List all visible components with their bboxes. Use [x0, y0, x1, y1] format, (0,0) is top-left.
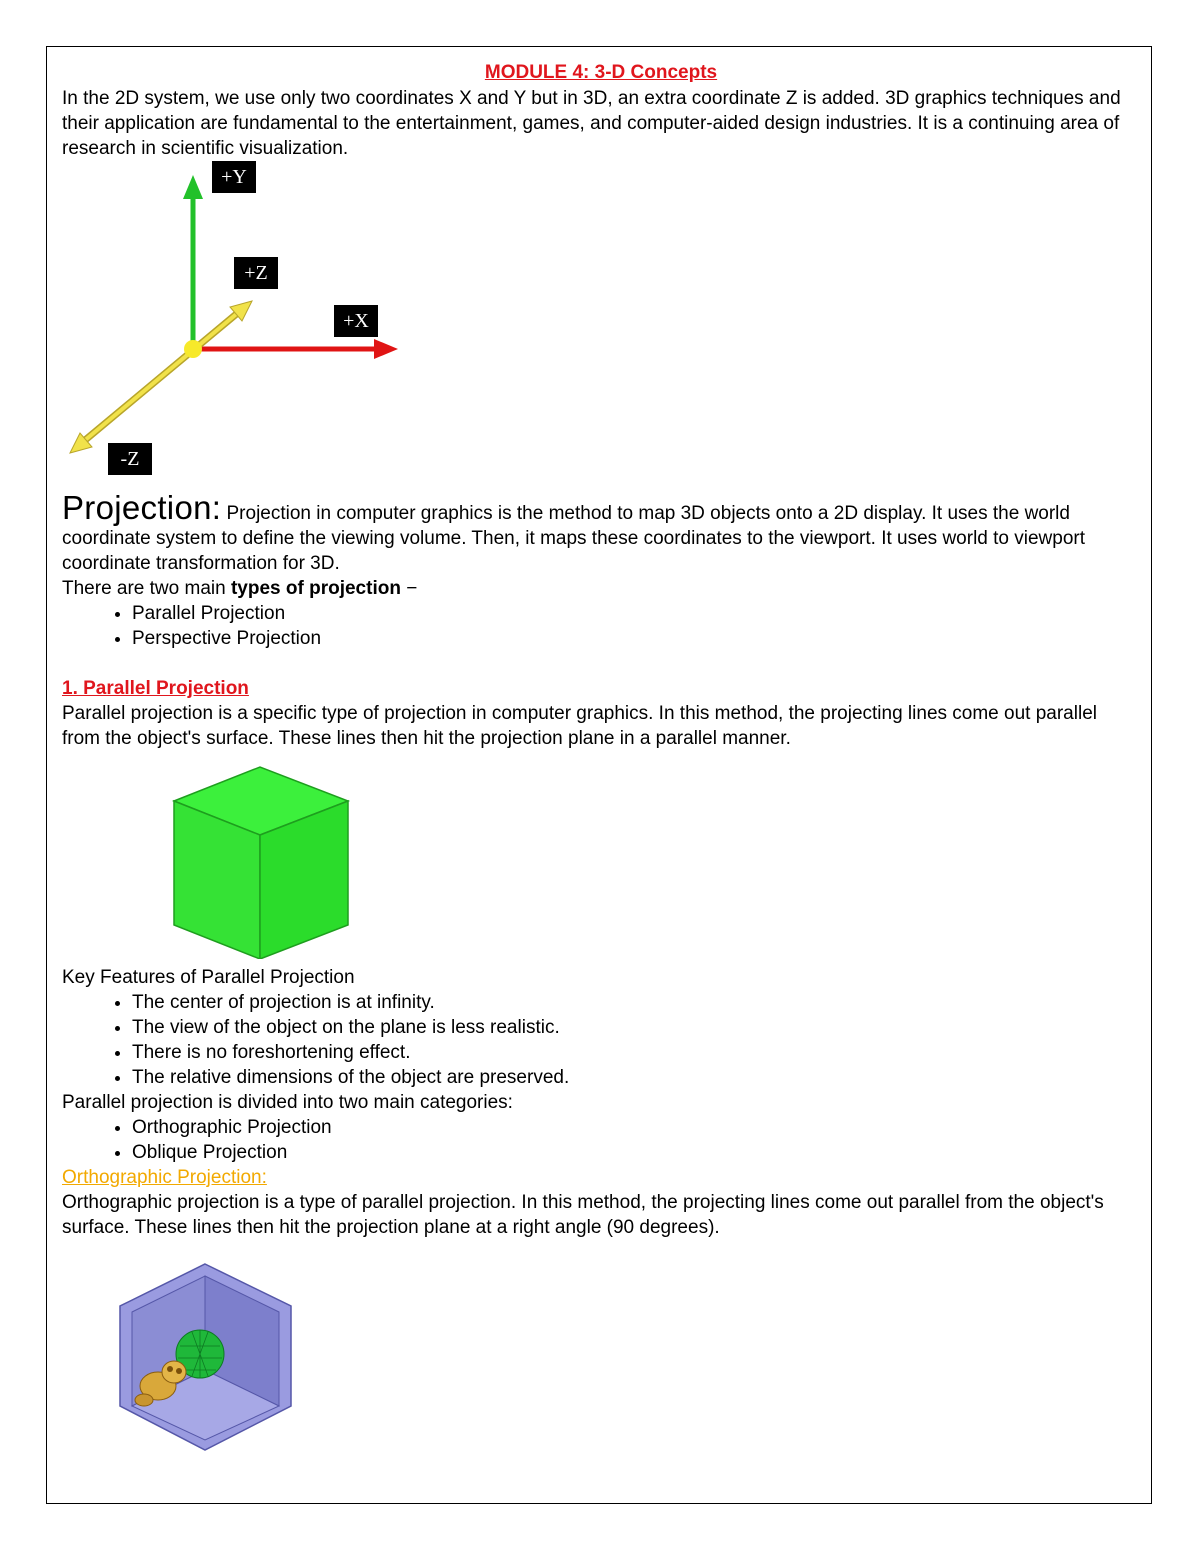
module-title: MODULE 4: 3-D Concepts	[484, 62, 718, 83]
orthographic-paragraph: Orthographic projection is a type of parallel projection. In this method, the projecting lines come out parallel from the object's surface. These lines then hit the projection plane at a right angle (90 degrees).	[62, 1192, 1104, 1238]
types-suffix: −	[400, 578, 418, 599]
parallel-paragraph: Parallel projection is a specific type of projection in computer graphics. In this method, the projecting lines come out parallel from the object's surface. These lines then hit the projection plane in a parallel manner.	[62, 703, 1097, 749]
blank-line	[62, 651, 1140, 676]
list-item: • The center of projection is at infinity.	[132, 990, 1140, 1015]
origin-point	[184, 340, 202, 358]
list-item: • Parallel Projection	[132, 601, 1140, 626]
intro-paragraph: In the 2D system, we use only two coordinates X and Y but in 3D, an extra coordinate Z is added. 3D graphics techniques and their application are fundamental to the entertainment, games, and computer-aided design industries. It is a continuing area of research in scientific visualization.	[62, 88, 1121, 159]
axes-figure	[62, 161, 422, 491]
projection-heading: Projection:	[62, 489, 222, 526]
list-item: • The relative dimensions of the object are preserved.	[132, 1065, 1140, 1090]
orthographic-heading: Orthographic Projection:	[62, 1167, 267, 1188]
x-arrowhead	[374, 339, 398, 359]
projection-types-list	[62, 601, 1140, 651]
document-body	[62, 60, 1140, 1454]
list-item: • The view of the object on the plane is less realistic.	[132, 1015, 1140, 1040]
projection-paragraph	[62, 489, 1140, 576]
projection-text: Projection in computer graphics is the method to map 3D objects onto a 2D display. It uses the world coordinate system to define the viewing volume. Then, it maps these coordinates to the viewport. It uses world to viewport coordinate transformation for 3D.	[62, 503, 1086, 574]
categories-list	[62, 1115, 1140, 1165]
projection-types-intro	[62, 576, 1140, 601]
features-heading: Key Features of Parallel Projection	[62, 967, 355, 988]
label-x: +X	[343, 310, 369, 332]
types-prefix: There are two main	[62, 578, 231, 599]
list-item: • Oblique Projection	[132, 1140, 1140, 1165]
label-neg-z: -Z	[120, 448, 140, 470]
list-item: • There is no foreshortening effect.	[132, 1040, 1140, 1065]
y-arrowhead	[183, 175, 203, 199]
categories-intro: Parallel projection is divided into two main categories:	[62, 1092, 513, 1113]
cube-figure	[62, 759, 382, 959]
parallel-heading: 1. Parallel Projection	[62, 678, 249, 699]
z-axis-fill	[84, 311, 240, 441]
orthographic-figure	[62, 1254, 302, 1454]
types-bold: types of projection	[230, 578, 401, 599]
features-list	[62, 990, 1140, 1090]
list-item: • Orthographic Projection	[132, 1115, 1140, 1140]
label-z: +Z	[244, 262, 268, 284]
list-item: • Perspective Projection	[132, 626, 1140, 651]
label-y: +Y	[221, 166, 247, 188]
